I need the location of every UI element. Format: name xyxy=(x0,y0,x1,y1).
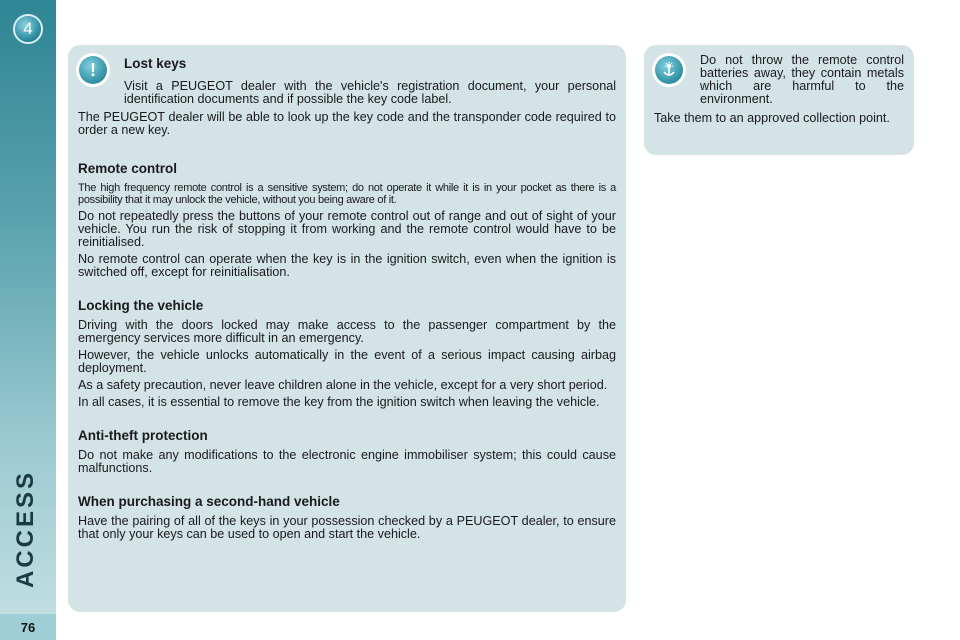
remote-control-title: Remote control xyxy=(78,161,178,176)
chapter-number-badge xyxy=(13,14,43,44)
anti-theft-section xyxy=(78,428,616,475)
remote-control-text-3: No remote control can operate when the key is in the ignition switch, even when the ignition is switched off, except for reinitialisation. xyxy=(78,252,616,279)
second-hand-text-1: Have the pairing of all of the keys in your possession checked by a PEUGEOT dealer, to ensure that only your keys can be used to open and start the vehicle. xyxy=(78,514,616,541)
locking-text-3: As a safety precaution, never leave children alone in the vehicle, except for a very short period. xyxy=(78,378,608,392)
locking-text-4: In all cases, it is essential to remove the key from the ignition switch when leaving the vehicle. xyxy=(78,395,600,409)
second-hand-section xyxy=(78,494,616,541)
remote-control-text-2: Do not repeatedly press the buttons of your remote control out of range and out of sight of your vehicle. You run the risk of stopping it from working and the remote control would have to be reinitialised. xyxy=(78,209,616,249)
remote-control-text-1: The high frequency remote control is a sensitive system; do not operate it while it is in your pocket as there is a possibility that it may unlock the vehicle, without you being aware of it. xyxy=(78,182,616,206)
environment-icon xyxy=(652,53,686,87)
chapter-number: 4 xyxy=(23,19,33,38)
locking-text-1: Driving with the doors locked may make access to the passenger compartment by the emergency services more difficult in an emergency. xyxy=(78,318,616,345)
locking-title: Locking the vehicle xyxy=(78,298,204,313)
chapter-title: ACCESS xyxy=(12,469,39,588)
environment-panel xyxy=(644,45,914,155)
chapter-band xyxy=(0,0,56,640)
locking-section xyxy=(78,298,616,409)
second-hand-title: When purchasing a second-hand vehicle xyxy=(78,494,340,509)
leaf-recycle-glyph xyxy=(660,61,678,79)
anti-theft-text-1: Do not make any modifications to the electronic engine immobiliser system; this could cause malfunctions. xyxy=(78,448,616,475)
environment-text-1: Do not throw the remote control batteries away, they contain metals which are harmful to the environment. xyxy=(700,53,904,106)
lost-keys-title: Lost keys xyxy=(124,56,187,71)
locking-text-2: However, the vehicle unlocks automatically in the event of a serious impact causing airbag deployment. xyxy=(78,348,616,375)
anti-theft-title: Anti-theft protection xyxy=(78,428,208,443)
lost-keys-text-1: Visit a PEUGEOT dealer with the vehicle's registration document, your personal identification documents and if possible the key code label. xyxy=(124,79,616,106)
main-info-panel xyxy=(68,45,626,612)
environment-text-2: Take them to an approved collection point. xyxy=(654,111,890,125)
warning-icon: ! xyxy=(76,53,110,87)
lost-keys-text-2: The PEUGEOT dealer will be able to look up the key code and the transponder code required to order a new key. xyxy=(78,110,616,137)
page-number: 76 xyxy=(0,614,56,640)
remote-control-section xyxy=(78,161,616,279)
